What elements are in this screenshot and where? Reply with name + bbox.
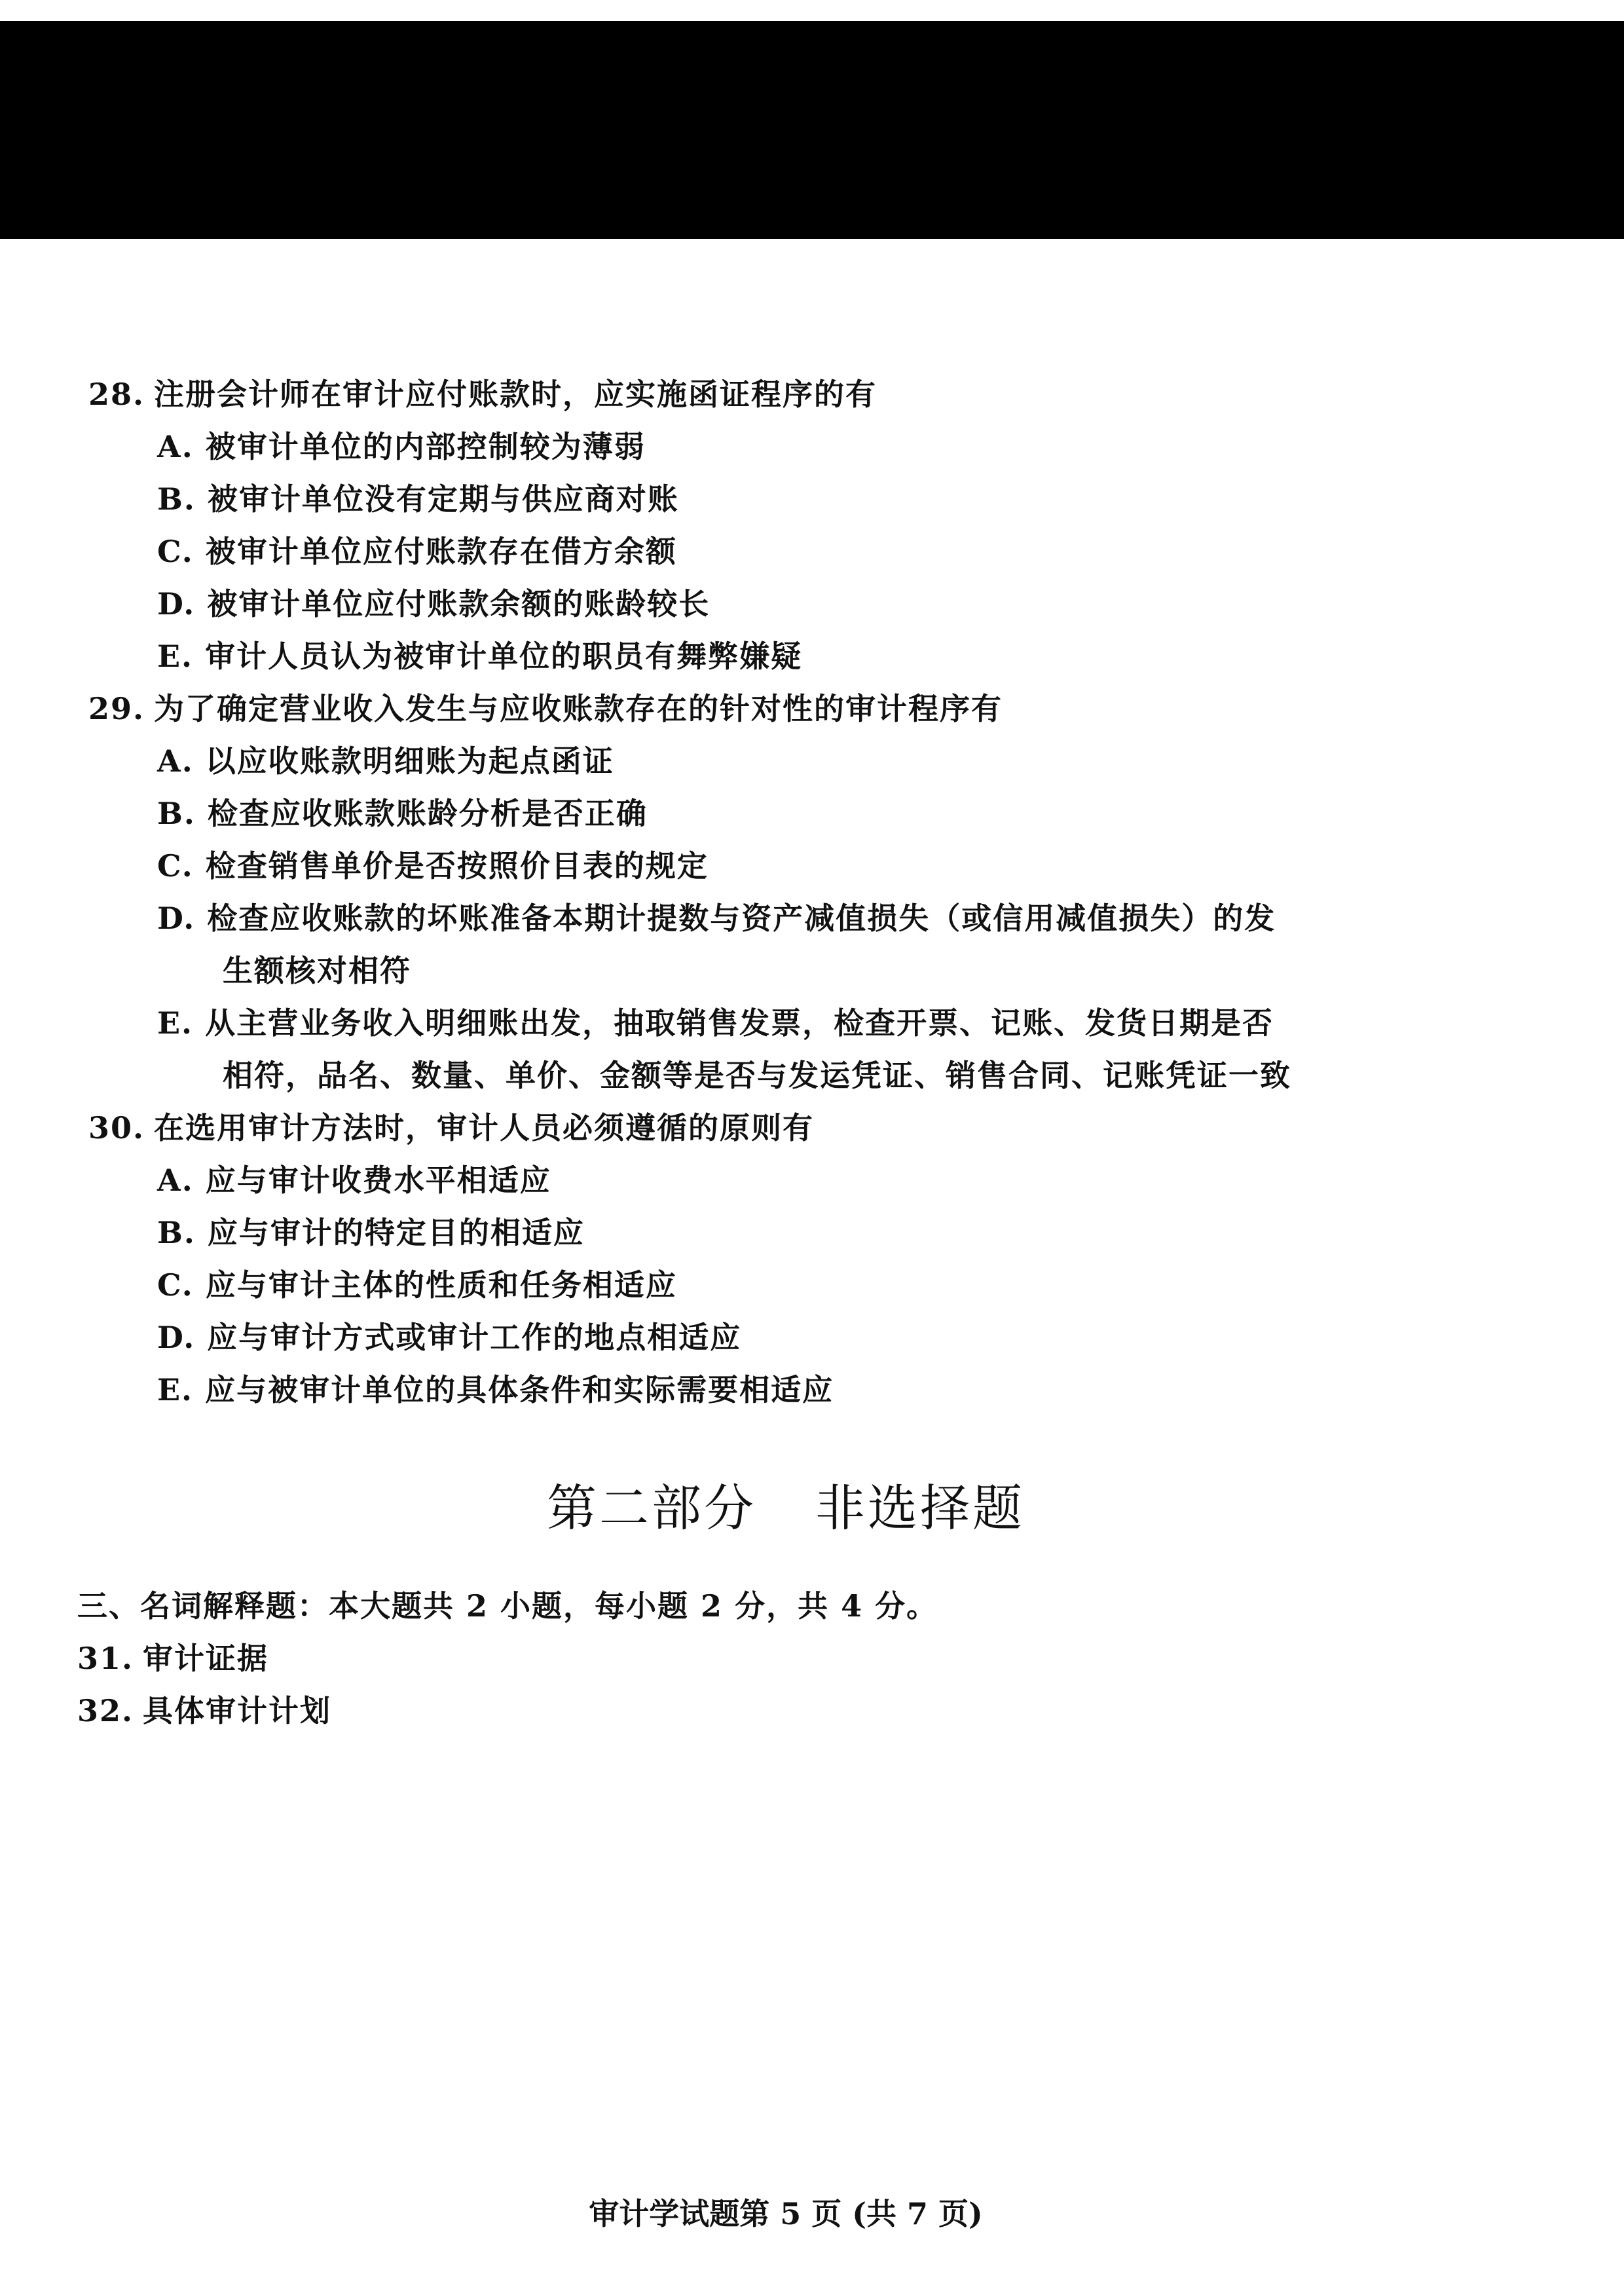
q30-option-a: [157, 1162, 551, 1199]
redacted-header-block: [0, 21, 1624, 239]
q29-option-d: [157, 900, 1276, 937]
option-text: 应与审计的特定目的相适应: [207, 1215, 585, 1250]
option-label: A.: [157, 429, 194, 464]
option-text: 被审计单位应付账款余额的账龄较长: [207, 586, 710, 622]
question-text: 为了确定营业收入发生与应收账款存在的针对性的审计程序有: [154, 691, 1003, 726]
q28-option-e: [157, 638, 802, 675]
question-30-stem: [88, 1109, 814, 1146]
question-number: 29.: [88, 691, 145, 726]
part-two-title-right: 非选择题: [815, 1479, 1025, 1537]
part-two-title-left: 第二部分: [547, 1479, 756, 1537]
option-label: B.: [157, 796, 196, 831]
question-number: 30.: [88, 1110, 145, 1146]
option-label: E.: [157, 1372, 194, 1407]
option-text: 检查销售单价是否按照价目表的规定: [205, 848, 709, 884]
q29-option-b: [157, 795, 648, 832]
option-text: 被审计单位应付账款存在借方余额: [205, 534, 677, 569]
option-text: 应与被审计单位的具体条件和实际需要相适应: [205, 1372, 834, 1407]
q29-option-c: [157, 848, 709, 884]
option-text: 被审计单位没有定期与供应商对账: [207, 481, 679, 517]
option-label: D.: [157, 1320, 196, 1355]
option-label: A.: [157, 743, 194, 779]
q29-option-e: [157, 1005, 1274, 1041]
question-28-stem: [88, 376, 877, 413]
option-text: 检查应收账款账龄分析是否正确: [207, 796, 648, 831]
option-label: D.: [157, 586, 196, 622]
option-label: B.: [157, 1215, 196, 1250]
option-label: C.: [157, 1267, 194, 1303]
question-31: [77, 1640, 268, 1677]
option-label: D.: [157, 901, 196, 936]
option-label: A.: [157, 1163, 194, 1198]
option-text: 审计人员认为被审计单位的职员有舞弊嫌疑: [205, 639, 803, 674]
question-number: 31.: [77, 1641, 134, 1676]
section-three-heading: 三、名词解释题：本大题共 2 小题，每小题 2 分，共 4 分。: [77, 1588, 938, 1624]
question-text: 具体审计计划: [143, 1693, 332, 1728]
option-text: 应与审计方式或审计工作的地点相适应: [207, 1320, 742, 1355]
question-text: 审计证据: [143, 1641, 269, 1676]
q28-option-c: [157, 533, 677, 570]
question-number: 32.: [77, 1693, 134, 1728]
q29-option-d-continuation: 生额核对相符: [223, 953, 411, 988]
q28-option-d: [157, 586, 710, 622]
q29-option-e-continuation: 相符，品名、数量、单价、金额等是否与发运凭证、销售合同、记账凭证一致: [223, 1058, 1291, 1093]
option-text: 检查应收账款的坏账准备本期计提数与资产减值损失（或信用减值损失）的发: [207, 901, 1276, 936]
q28-option-a: [157, 428, 646, 465]
part-two-title: [0, 1479, 1572, 1538]
q30-option-b: [157, 1214, 585, 1251]
option-label: E.: [157, 639, 194, 674]
option-text: 从主营业务收入明细账出发，抽取销售发票，检查开票、记账、发货日期是否: [205, 1005, 1274, 1041]
q30-option-e: [157, 1371, 834, 1408]
question-text: 注册会计师在审计应付账款时，应实施函证程序的有: [154, 377, 877, 412]
option-label: C.: [157, 848, 194, 884]
q28-option-b: [157, 481, 679, 517]
option-text: 应与审计主体的性质和任务相适应: [205, 1267, 677, 1303]
option-label: E.: [157, 1005, 194, 1041]
option-label: C.: [157, 534, 194, 569]
q29-option-a: [157, 743, 614, 779]
page-footer: 审计学试题第 5 页 (共 7 页): [589, 2196, 983, 2231]
question-text: 在选用审计方法时，审计人员必须遵循的原则有: [154, 1110, 815, 1146]
question-32: [77, 1692, 331, 1729]
option-label: B.: [157, 481, 196, 517]
option-text: 应与审计收费水平相适应: [205, 1163, 551, 1198]
q30-option-d: [157, 1319, 741, 1356]
question-29-stem: [88, 690, 1003, 727]
q30-option-c: [157, 1267, 677, 1303]
question-number: 28.: [88, 377, 145, 412]
option-text: 被审计单位的内部控制较为薄弱: [205, 429, 646, 464]
option-text: 以应收账款明细账为起点函证: [205, 743, 614, 779]
